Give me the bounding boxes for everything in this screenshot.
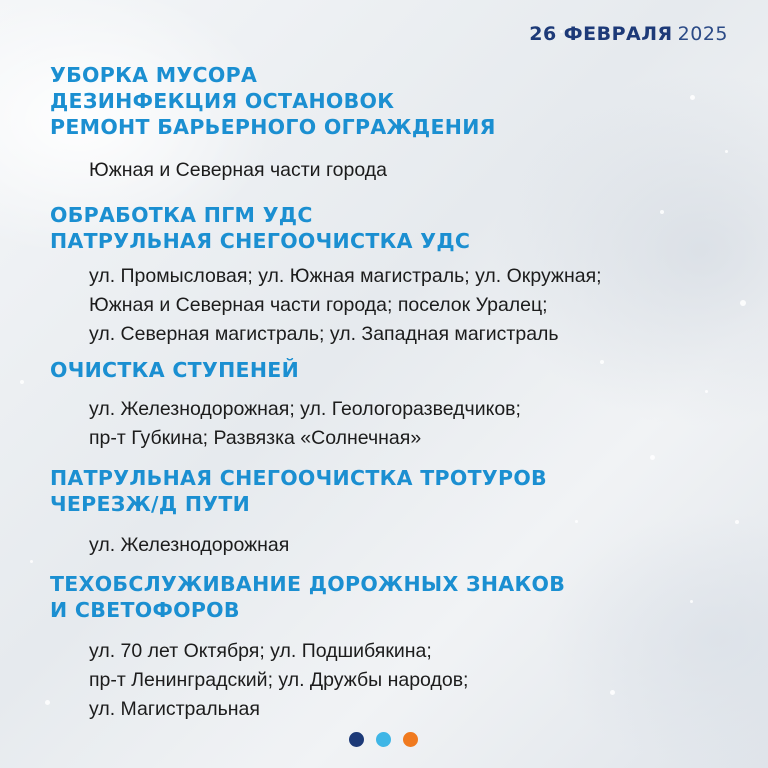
- section-heading: [50, 465, 768, 517]
- heading-line: ДЕЗИНФЕКЦИЯ ОСТАНОВОК: [50, 89, 395, 113]
- body-line: Южная и Северная части города; поселок Уралец;: [89, 294, 548, 316]
- section-signs-maintenance: [0, 571, 768, 724]
- date-label: [529, 23, 728, 45]
- body-line: ул. Промысловая; ул. Южная магистраль; ул. Окружная;: [89, 265, 602, 287]
- body-line: ул. Северная магистраль; ул. Западная магистраль: [89, 323, 559, 345]
- body-line: ул. Магистральная: [89, 698, 260, 720]
- section-sidewalk-clearing: [0, 465, 768, 560]
- section-steps-cleaning: [0, 357, 768, 453]
- section-body: [89, 395, 768, 453]
- heading-line: РЕМОНТ БАРЬЕРНОГО ОГРАЖДЕНИЯ: [50, 115, 496, 139]
- body-line: ул. Железнодорожная; ул. Геологоразведчиков;: [89, 398, 521, 420]
- indicator-dot-cyan: [376, 732, 391, 747]
- date-year: 2025: [677, 23, 728, 45]
- section-pgm-treatment: [0, 202, 768, 349]
- section-body: [89, 262, 768, 349]
- section-body: [89, 531, 768, 560]
- page-indicator: [349, 732, 418, 747]
- heading-line: ПАТРУЛЬНАЯ СНЕГООЧИСТКА ТРОТУРОВ: [50, 466, 547, 490]
- body-line: Южная и Северная части города: [89, 159, 388, 181]
- heading-line: ОБРАБОТКА ПГМ УДС: [50, 203, 313, 227]
- body-line: пр-т Губкина; Развязка «Солнечная»: [89, 427, 422, 449]
- heading-line: УБОРКА МУСОРА: [50, 63, 258, 87]
- heading-line: ОЧИСТКА СТУПЕНЕЙ: [50, 358, 300, 382]
- body-line: ул. 70 лет Октября; ул. Подшибякина;: [89, 640, 432, 662]
- heading-line: ЧЕРЕЗЖ/Д ПУТИ: [50, 492, 251, 516]
- section-heading: [50, 571, 768, 623]
- heading-line: ТЕХОБСЛУЖИВАНИЕ ДОРОЖНЫХ ЗНАКОВ: [50, 572, 566, 596]
- section-heading: [50, 62, 768, 140]
- section-body: [89, 637, 768, 724]
- heading-line: ПАТРУЛЬНАЯ СНЕГООЧИСТКА УДС: [50, 229, 471, 253]
- section-heading: [50, 202, 768, 254]
- heading-line: И СВЕТОФОРОВ: [50, 598, 240, 622]
- date-day-month: 26 ФЕВРАЛЯ: [529, 23, 673, 45]
- body-line: пр-т Ленинградский; ул. Дружбы народов;: [89, 669, 469, 691]
- body-line: ул. Железнодорожная: [89, 534, 290, 556]
- section-heading: [50, 357, 768, 383]
- indicator-dot-navy: [349, 732, 364, 747]
- indicator-dot-orange: [403, 732, 418, 747]
- section-waste-removal: [0, 62, 768, 185]
- section-body: [89, 156, 768, 185]
